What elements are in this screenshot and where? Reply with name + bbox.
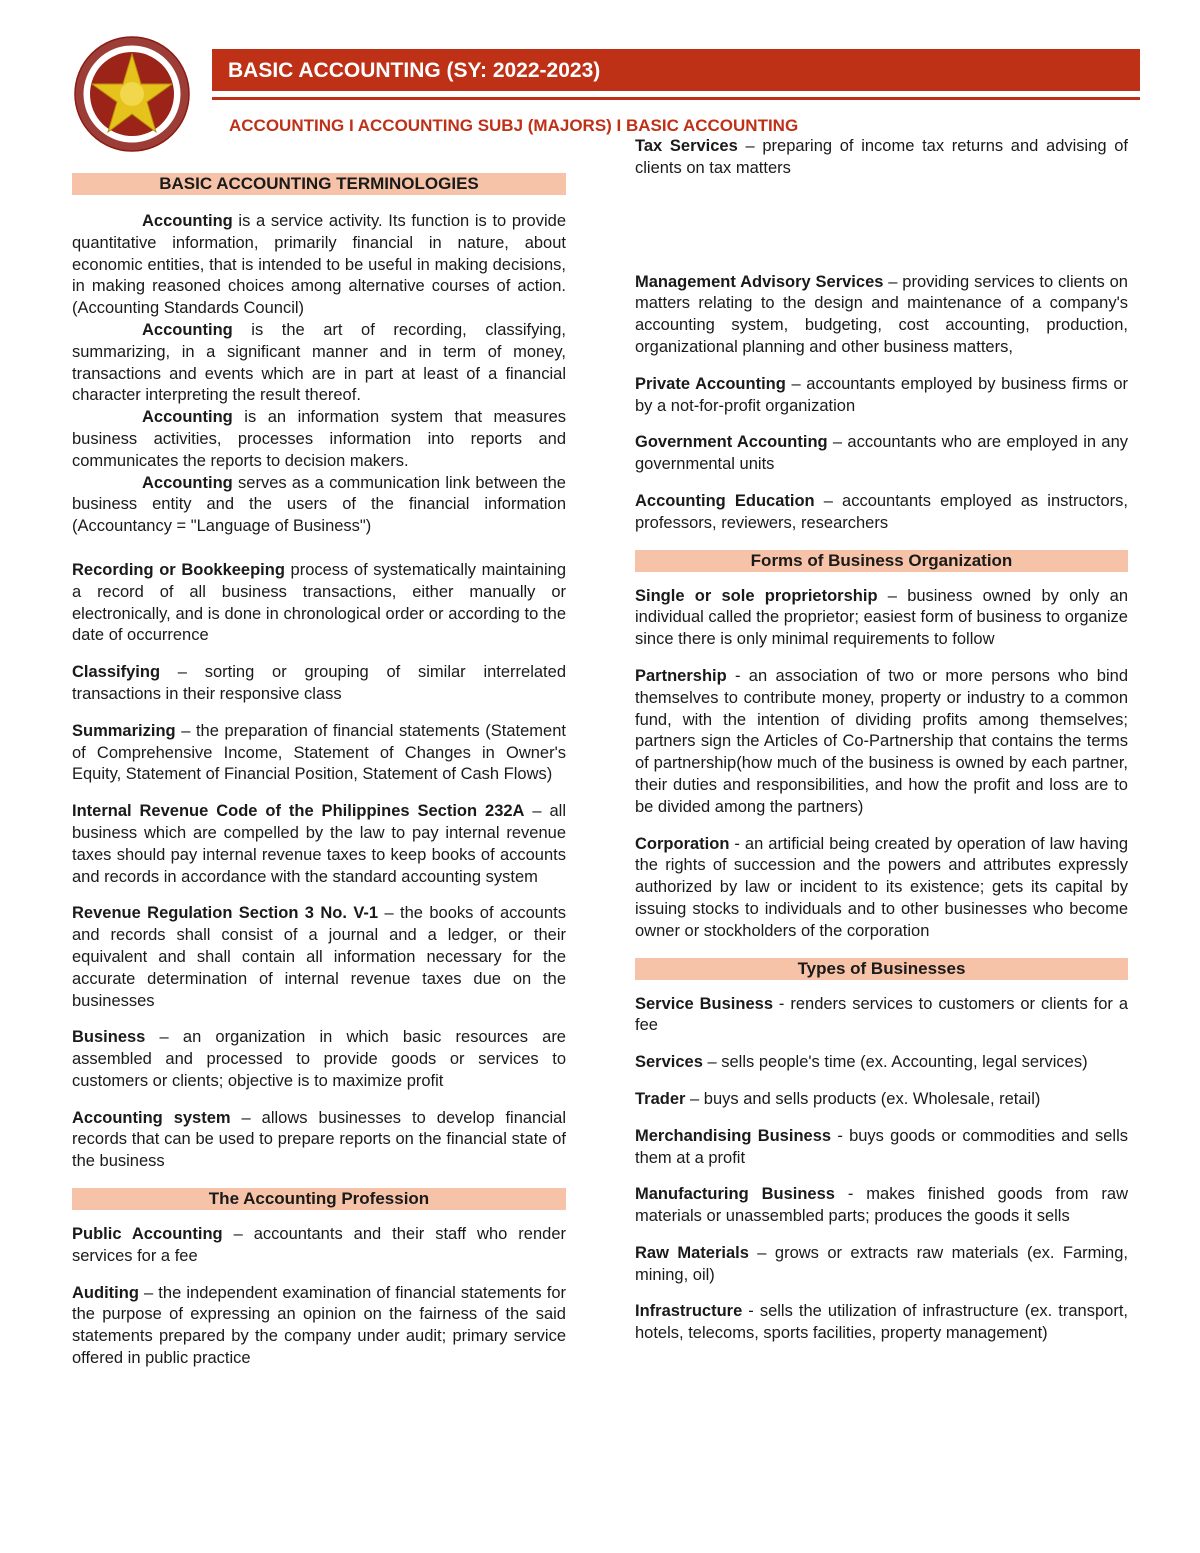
definition-text: serves as a communication link between the business entity and the users of the financial information (Accountancy = "Language of Business"): [72, 473, 566, 536]
term-entry: [635, 1301, 1128, 1345]
entry-text: – sorting or grouping of similar interrelated transactions in their responsive class: [72, 663, 566, 703]
entry-term: Accounting system: [72, 1108, 231, 1127]
entry-term: Single or sole proprietorship: [635, 586, 878, 605]
entry-text: - buys goods or commodities and sells them at a profit: [635, 1126, 1128, 1167]
entry-text: - sells the utilization of infrastructure (ex. transport, hotels, telecoms, sports facilities, property management): [635, 1302, 1128, 1343]
entry-text: – accountants employed as instructors, professors, reviewers, researchers: [635, 491, 1128, 532]
definition-text: is a service activity. Its function is to provide quantitative information, primarily financial in nature, about economic entities, that is intended to be useful in making decisions, in making reasoned choices among alternative courses of action. (Accounting Standards Council): [72, 212, 566, 318]
entry-term: Services: [635, 1053, 703, 1072]
definition-term: Accounting: [142, 320, 233, 339]
entry-term: Recording or Bookkeeping: [72, 560, 285, 579]
term-entry: [635, 1089, 1128, 1111]
definition-text: is the art of recording, classifying, summarizing, in a significant manner and in term of money, transactions and events which are in part at least of a financial character interpreting the result thereof.: [72, 320, 566, 405]
entry-term: Raw Materials: [635, 1243, 749, 1262]
entry-text: – accountants and their staff who render services for a fee: [72, 1225, 566, 1265]
term-entry: [635, 666, 1128, 819]
left-column: [72, 173, 566, 1385]
right-column: [635, 136, 1128, 1360]
term-entry: [635, 491, 1128, 535]
entry-text: – sells people's time (ex. Accounting, legal services): [702, 1053, 1088, 1072]
definition-paragraph: [72, 320, 566, 407]
term-entry: [635, 136, 1128, 180]
document-subtitle: ACCOUNTING I ACCOUNTING SUBJ (MAJORS) I BASIC ACCOUNTING: [229, 116, 799, 135]
term-entry: [72, 662, 566, 706]
term-entry: [72, 1108, 566, 1173]
entry-text: - makes finished goods from raw materials or unassembled parts; produces the goods it sells: [635, 1185, 1128, 1226]
term-entry: [635, 1052, 1128, 1074]
term-entry: [635, 432, 1128, 476]
section-heading-forms: Forms of Business Organization: [635, 550, 1128, 572]
entry-term: Infrastructure: [635, 1302, 743, 1321]
term-entry: [635, 994, 1128, 1038]
entry-text: - renders services to customers or clients for a fee: [635, 994, 1129, 1035]
section-heading-profession: The Accounting Profession: [72, 1188, 566, 1210]
entry-term: Corporation: [635, 834, 730, 853]
entry-term: Auditing: [72, 1283, 139, 1302]
entry-term: Tax Services: [635, 137, 738, 155]
entry-term: Accounting Education: [635, 491, 815, 510]
entry-text: – business owned by only an individual called the proprietor; easiest form of business to organize since there is only minimal requirements to follow: [635, 586, 1128, 649]
term-entry: [72, 801, 566, 888]
university-seal-icon: [74, 36, 190, 152]
entry-term: Manufacturing Business: [635, 1185, 835, 1204]
entry-text: – providing services to clients on matters relating to the design and maintenance of a company's accounting system, budgeting, cost accounting, production, organizational planning and other business matters,: [635, 272, 1128, 356]
entry-text: – accountants employed by business firms or by a not-for-profit organization: [635, 374, 1128, 415]
term-entry: [635, 834, 1128, 943]
entry-text: - an association of two or more persons who bind themselves to contribute money, property or industry to a common fund, with the intention of dividing profits among themselves; partners sign the Articles of Co-Partnership that contains the terms of partnership(how much of the business is owned by each partner, their duties and responsibilities, and how the profit and loss are to be divided among the partners): [635, 666, 1128, 816]
entry-text: – allows businesses to develop financial records that can be used to prepare reports on the financial state of the business: [72, 1108, 566, 1171]
entry-text: – accountants who are employed in any governmental units: [635, 433, 1128, 474]
entry-text: – an organization in which basic resources are assembled and processed to provide goods or services to customers or clients; objective is to maximize profit: [72, 1028, 566, 1090]
entry-term: Service Business: [635, 994, 774, 1013]
definition-term: Accounting: [142, 473, 233, 492]
term-entry: [72, 1283, 566, 1370]
term-entry: [72, 721, 566, 786]
entry-term: Business: [72, 1028, 146, 1047]
term-entry: [635, 586, 1128, 651]
term-entry: [635, 1243, 1128, 1287]
definition-paragraph: [72, 473, 566, 538]
title-underline: [212, 97, 1140, 100]
term-entry: [635, 374, 1128, 418]
entry-term: Public Accounting: [72, 1225, 223, 1244]
term-entry: [72, 1027, 566, 1092]
term-entry: [635, 1184, 1128, 1228]
entry-text: process of systematically maintaining a record of all business transactions, either manually or electronically, and is done in chronological order or according to the date of occurrence: [72, 560, 566, 645]
definition-paragraph: [72, 407, 566, 472]
term-entry: [72, 560, 566, 647]
definition-paragraph: [72, 211, 566, 320]
entry-term: Merchandising Business: [635, 1126, 832, 1145]
entry-term: Partnership: [635, 666, 727, 685]
entry-term: Revenue Regulation Section 3 No. V-1: [72, 904, 379, 923]
definition-text: is an information system that measures business activities, processes information into reports and communicates the reports to decision makers.: [72, 408, 566, 470]
entry-text: - an artificial being created by operation of law having the rights of succession and the powers and attributes expressly authorized by law or incident to its existence; gets its capital by issuing stocks to individuals and to other businesses who become owner or stockholders of the corporation: [635, 834, 1128, 940]
entry-text: – all business which are compelled by the law to pay internal revenue taxes should pay internal revenue taxes to keep books of accounts and records in accordance with the standard accounting system: [72, 802, 566, 886]
entry-term: Internal Revenue Code of the Philippines Section 232A: [72, 802, 525, 821]
entry-text: – preparing of income tax returns and advising of clients on tax matters: [635, 137, 1129, 177]
term-entry: [72, 903, 566, 1012]
entry-term: Trader: [635, 1089, 686, 1108]
entry-text: – grows or extracts raw materials (ex. Farming, mining, oil): [635, 1243, 1128, 1284]
entry-term: Private Accounting: [635, 374, 786, 393]
entry-term: Classifying: [72, 663, 161, 682]
entry-text: – buys and sells products (ex. Wholesale, retail): [685, 1089, 1041, 1108]
section-heading-types: Types of Businesses: [635, 958, 1128, 980]
definition-term: Accounting: [142, 408, 233, 427]
term-entry: [72, 1224, 566, 1268]
document-title: BASIC ACCOUNTING (SY: 2022-2023): [228, 59, 601, 82]
entry-term: Government Accounting: [635, 433, 828, 452]
entry-term: Management Advisory Services: [635, 272, 884, 291]
entry-text: – the books of accounts and records shall consist of a journal and a ledger, or their equivalent and shall contain all information necessary for the accurate determination of internal revenue taxes due on the businesses: [72, 904, 566, 1010]
definition-term: Accounting: [142, 212, 233, 230]
section-heading-terminologies: BASIC ACCOUNTING TERMINOLOGIES: [72, 173, 566, 195]
document-title-bar: [212, 49, 1140, 91]
term-entry: [635, 1126, 1128, 1170]
entry-text: – the independent examination of financial statements for the purpose of expressing an opinion on the fairness of the said statements prepared by the company under audit; primary service offered in public practice: [72, 1283, 566, 1368]
entry-term: Summarizing: [72, 721, 176, 740]
term-entry: [635, 272, 1128, 359]
entry-text: – the preparation of financial statements (Statement of Comprehensive Income, Statement of Changes in Owner's Equity, Statement of Financial Position, Statement of Cash Flows): [72, 721, 566, 784]
